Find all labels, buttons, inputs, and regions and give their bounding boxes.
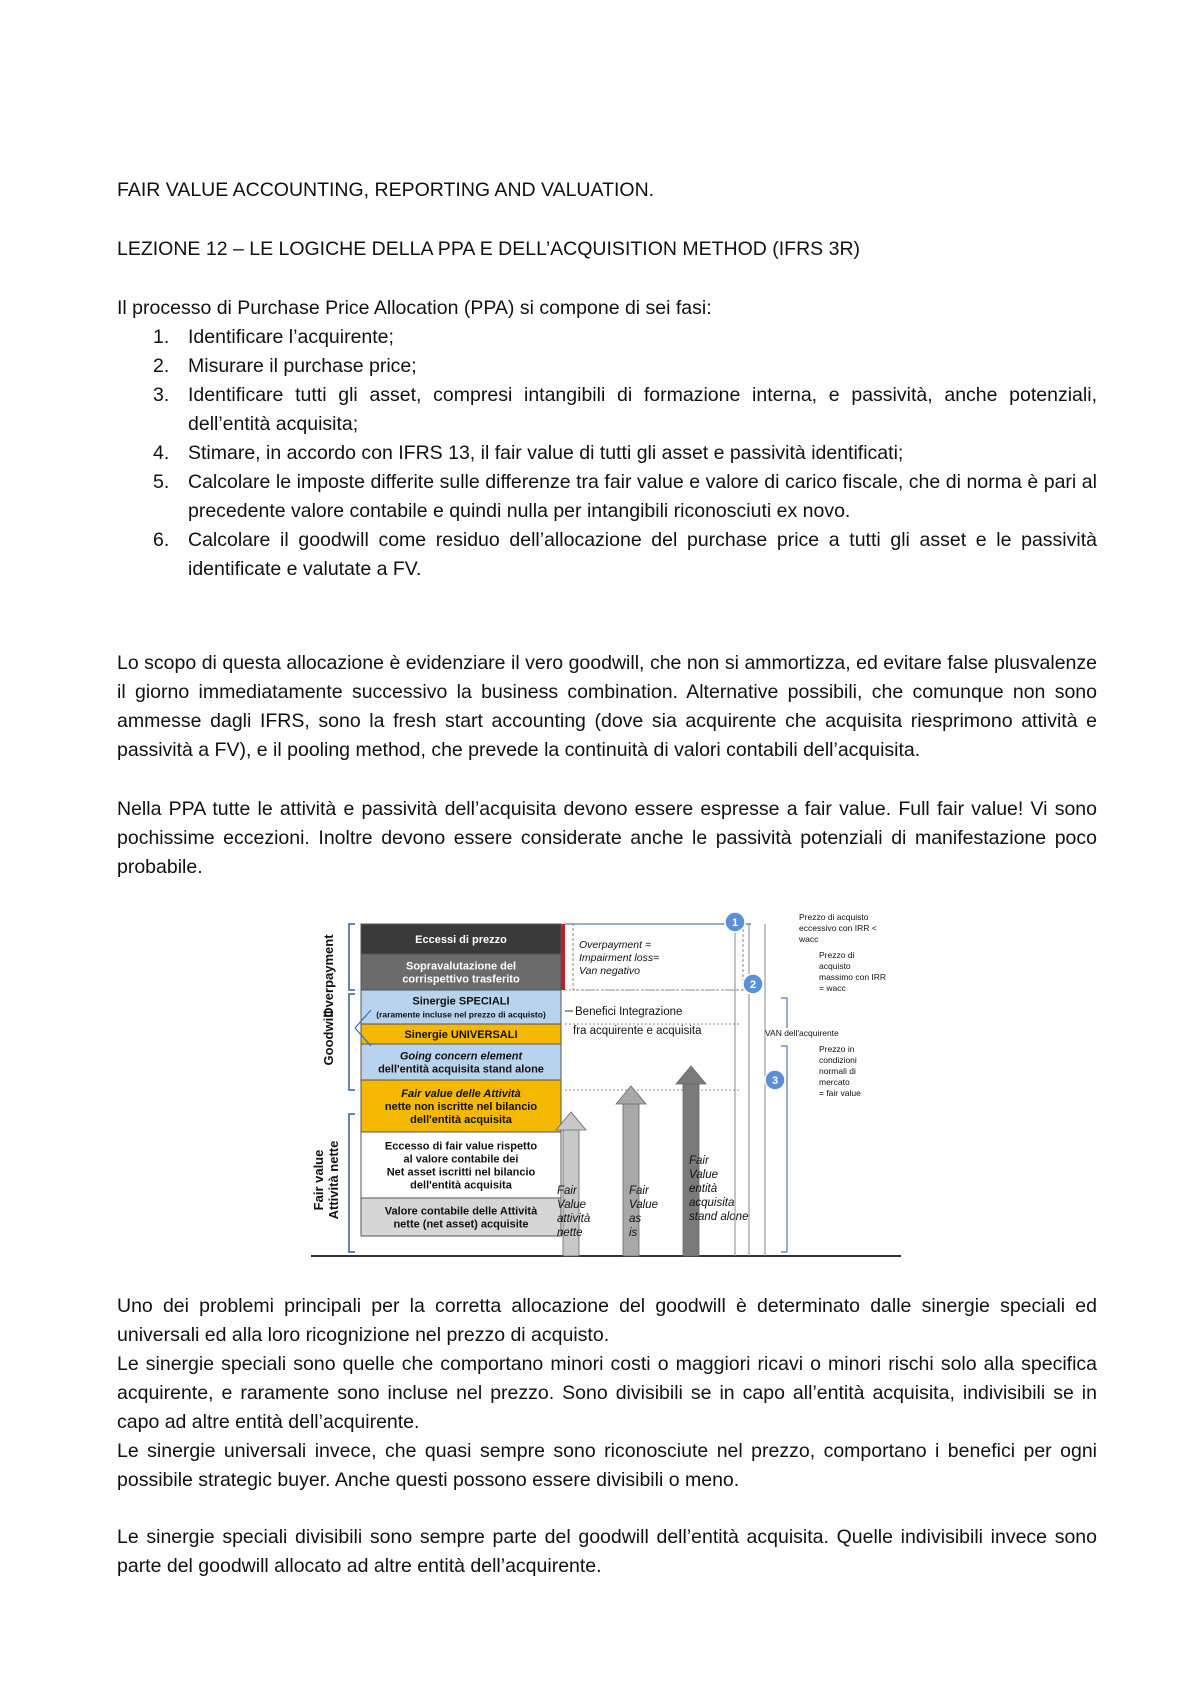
marker-note-line: wacc [799, 934, 819, 944]
marker-number: 3 [771, 1075, 779, 1087]
stack-block-label: dell'entità acquisita [410, 1179, 512, 1192]
ppa-diagram [311, 906, 901, 1269]
marker-note-line: normali di [819, 1066, 856, 1076]
lesson-heading: LEZIONE 12 – LE LOGICHE DELLA PPA E DELL’ACQUISITION METHOD (IFRS 3R) [117, 238, 861, 260]
stack-block-label: Sinergie SPECIALI [412, 995, 510, 1008]
arrow-label: as [629, 1213, 642, 1225]
marker-note-line: massimo con IRR [819, 972, 887, 982]
stack-block-label: Eccessi di prezzo [415, 934, 507, 946]
paragraph-universal-synergies: Le sinergie universali invece, che quasi sempre sono riconosciute nel prezzo, comportano i benefici per ogni possibile strategic buyer. Anche questi possono essere divisibili o meno. [117, 1440, 1097, 1491]
arrow-label: Value [689, 1169, 718, 1181]
marker-note-line: = fair value [819, 1088, 861, 1098]
side-label-attivita-nette: Attività nette [326, 1140, 341, 1220]
overpayment-note-line: Van negativo [579, 965, 640, 977]
arrow-label: Fair [689, 1155, 709, 1167]
list-item: 5. Calcolare le imposte differite sulle differenze tra fair value e valore di carico fiscale, che di norma è pari al precedente valore contabile e quindi nulla per intangibili riconosciuti ex novo. [153, 471, 1097, 522]
arrow-label: entità [689, 1183, 718, 1195]
stack-block-label: dell'entità acquisita stand alone [378, 1063, 544, 1076]
stack-block-label: nette non iscritte nel bilancio [384, 1101, 538, 1113]
stack-block-label: al valore contabile dei [403, 1153, 519, 1166]
document-title: FAIR VALUE ACCOUNTING, REPORTING AND VALUATION. [117, 179, 655, 201]
van-bracket [781, 998, 787, 1028]
ppa-steps-list [117, 323, 1097, 584]
list-item: 1. Identificare l’acquirente; [153, 326, 394, 348]
benefici-label: fra acquirente e acquisita [573, 1025, 702, 1037]
arrow-label: Fair [557, 1185, 577, 1197]
arrow-label: stand alone [689, 1211, 749, 1223]
stack-block-label: (raramente incluse nel prezzo di acquisto) [376, 1009, 546, 1020]
marker-note-line: Prezzo di [819, 950, 855, 960]
marker-number: 1 [731, 917, 739, 929]
arrow-label: Value [557, 1199, 586, 1211]
overpayment-red-bar [561, 924, 565, 990]
marker-number: 2 [749, 979, 757, 991]
stack-block-label: nette (net asset) acquisite [393, 1218, 529, 1231]
arrow-label: Value [629, 1199, 658, 1211]
list-item: 6. Calcolare il goodwill come residuo dell’allocazione del purchase price a tutti gli asset e le passività identificate e valutate a FV. [153, 529, 1097, 580]
arrow-label: nette [557, 1227, 583, 1239]
stack-block-label: Sopravalutazione del [405, 960, 517, 973]
fair-value-arrowhead [616, 1086, 646, 1104]
stack-block-label: Net asset iscritti nel bilancio [386, 1166, 536, 1179]
stack-block-label: Going concern element [399, 1050, 523, 1063]
arrow-label: acquisita [689, 1197, 735, 1209]
intro-text: Il processo di Purchase Price Allocation (PPA) si compone di sei fasi: [117, 297, 712, 319]
fair-value-bracket [349, 1114, 355, 1252]
paragraph-synergies-problem: Uno dei problemi principali per la corretta allocazione del goodwill è determinato dalle sinergie speciali ed universali ed alla loro ricognizione nel prezzo di acquisto. [117, 1295, 1097, 1346]
paragraph-full-fair-value: Nella PPA tutte le attività e passività dell’acquisita devono essere espresse a fair value. Full fair value! Vi sono pochissime eccezioni. Inoltre devono essere considerate anche le passività potenziali di manifestazione poco probabile. [117, 798, 1097, 878]
side-label-fair-value: Fair value [311, 1149, 326, 1211]
arrow-label: is [629, 1227, 638, 1239]
van-label: VAN dell'acquirente [765, 1028, 839, 1038]
arrow-label: attività [557, 1213, 591, 1225]
overpayment-note-line: Impairment loss= [579, 952, 660, 964]
stack-block-label: Sinergie UNIVERSALI [404, 1029, 518, 1041]
marker-note-line: condizioni [819, 1055, 857, 1065]
stack-block-label: dell'entità acquisita [410, 1114, 512, 1126]
list-item: 4. Stimare, in accordo con IFRS 13, il fair value di tutti gli asset e passività identificati; [153, 442, 904, 464]
overpayment-bracket [349, 924, 355, 990]
fair-value-arrowhead [676, 1066, 706, 1084]
overpayment-note-line: Overpayment = [579, 939, 652, 951]
side-label-goodwill: Goodwill [321, 1010, 336, 1066]
paragraph-divisible-synergies: Le sinergie speciali divisibili sono sempre parte del goodwill dell’entità acquisita. Quelle indivisibili invece sono parte del goodwill allocato ad altre entità dell’acquirente. [117, 1526, 1097, 1577]
stack-block-label: Valore contabile delle Attività [384, 1205, 538, 1218]
paragraph-ppa-purpose: Lo scopo di questa allocazione è evidenziare il vero goodwill, che non si ammortizza, ed evitare false plusvalenze il giorno immediatamente successivo la business combination. Alternative possibili, che comunque non sono ammesse dagli IFRS, sono la fresh start accounting (dove sia acquirente che acquisita riesprimono attività e passività a FV), e il pooling method, che prevede la continuità di valori contabili dell’acquisita. [117, 652, 1097, 761]
marker-note-line: eccessivo con IRR < [799, 923, 877, 933]
marker-note-line: mercato [819, 1077, 850, 1087]
marker-note-line: acquisto [819, 961, 851, 971]
stack-block-label: Eccesso di fair value rispetto [384, 1140, 538, 1153]
paragraph-special-synergies: Le sinergie speciali sono quelle che comportano minori costi o maggiori ricavi o minori rischi solo alla specifica acquirente, e raramente sono incluse nel prezzo. Sono divisibili se in capo all’entità acquisita, indivisibili se in capo ad altre entità dell’acquirente. [117, 1353, 1097, 1433]
list-item: 2. Misurare il purchase price; [153, 355, 417, 377]
side-label-overpayment: Overpayment [321, 934, 336, 1018]
benefici-label: Benefici Integrazione [575, 1006, 683, 1018]
arrow-label: Fair [629, 1185, 649, 1197]
stack-block-label: Fair value delle Attività [401, 1088, 521, 1100]
stack-block-label: corrispettivo trasferito [402, 973, 520, 986]
marker-note-line: Prezzo in [819, 1044, 855, 1054]
marker-note-line: Prezzo di acquisto [799, 912, 869, 922]
goodwill-bracket [349, 994, 355, 1090]
list-item: 3. Identificare tutti gli asset, compresi intangibili di formazione interna, e passività, anche potenziali, dell’entità acquisita; [153, 384, 1097, 435]
marker-note-line: = wacc [819, 983, 846, 993]
